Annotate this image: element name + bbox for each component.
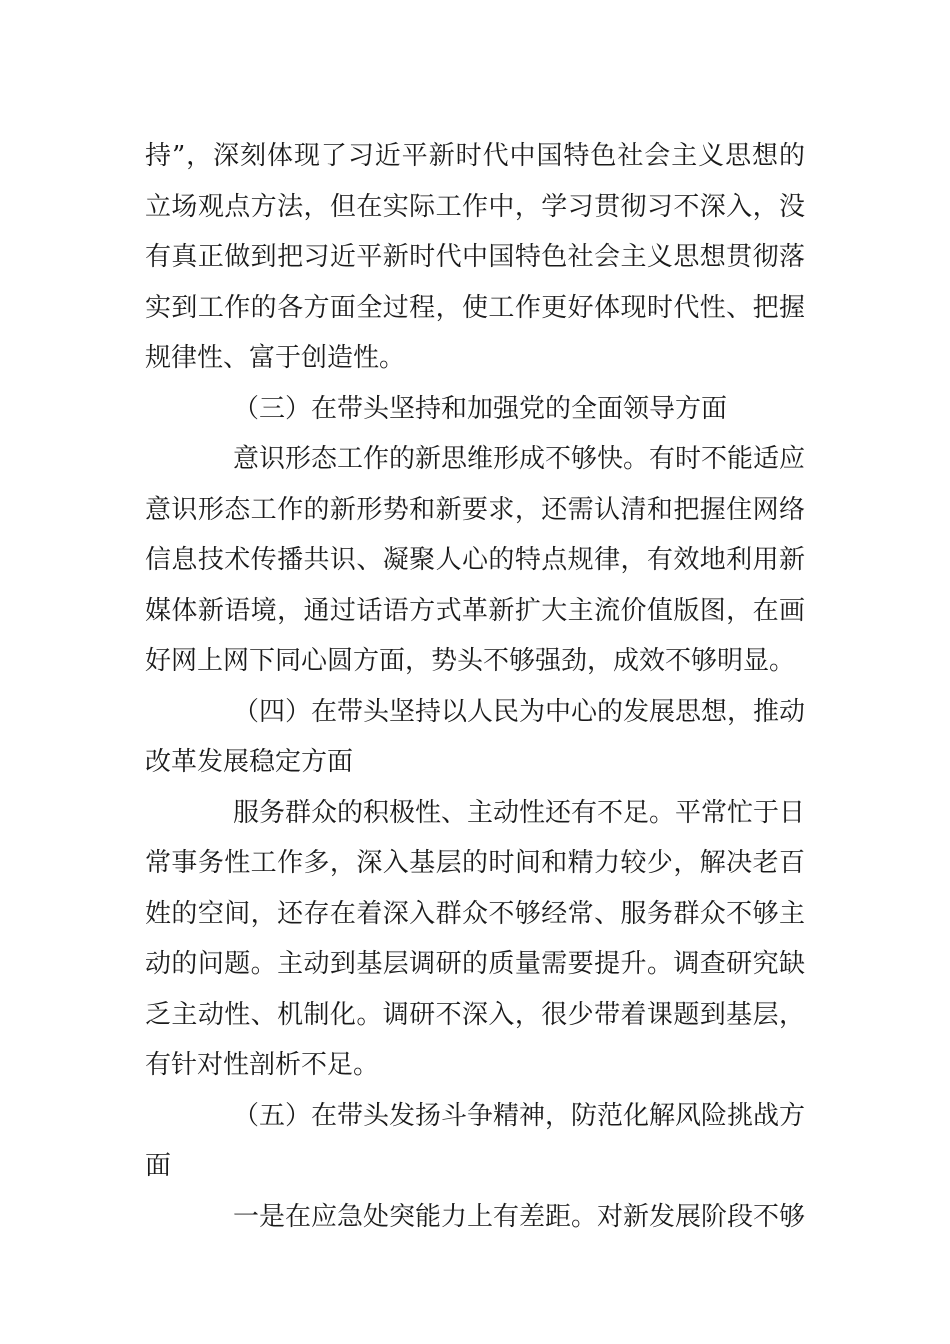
document-page <box>145 131 805 1242</box>
section-heading-five: （五）在带头发扬斗争精神，防范化解风险挑战方面 <box>145 1100 806 1181</box>
paragraph-section-five: 一是在应急处突能力上有差距。对新发展阶段不够 <box>233 1201 806 1232</box>
paragraph-continuation: 持”，深刻体现了习近平新时代中国特色社会主义思想的立场观点方法，但在实际工作中，学习贯彻习不深入，没有真正做到把习近平新时代中国特色社会主义思想贯彻落实到工作的各方面全过程，使工作更好体现时代性、把握规律性、富于创造性。 <box>145 141 805 373</box>
section-heading-three: （三）在带头坚持和加强党的全面领导方面 <box>233 393 728 424</box>
paragraph-section-three: 意识形态工作的新思维形成不够快。有时不能适应意识形态工作的新形势和新要求，还需认清和把握住网络信息技术传播共识、凝聚人心的特点规律，有效地利用新媒体新语境，通过话语方式革新扩大主流价值版图，在画好网上网下同心圆方面，势头不够强劲，成效不够明显。 <box>145 444 806 676</box>
section-heading-four: （四）在带头坚持以人民为中心的发展思想，推动改革发展稳定方面 <box>145 696 806 777</box>
paragraph-section-four: 服务群众的积极性、主动性还有不足。平常忙于日常事务性工作多，深入基层的时间和精力较少，解决老百姓的空间，还存在着深入群众不够经常、服务群众不够主动的问题。主动到基层调研的质量需要提升。调查研究缺乏主动性、机制化。调研不深入，很少带着课题到基层，有针对性剖析不足。 <box>145 797 806 1080</box>
